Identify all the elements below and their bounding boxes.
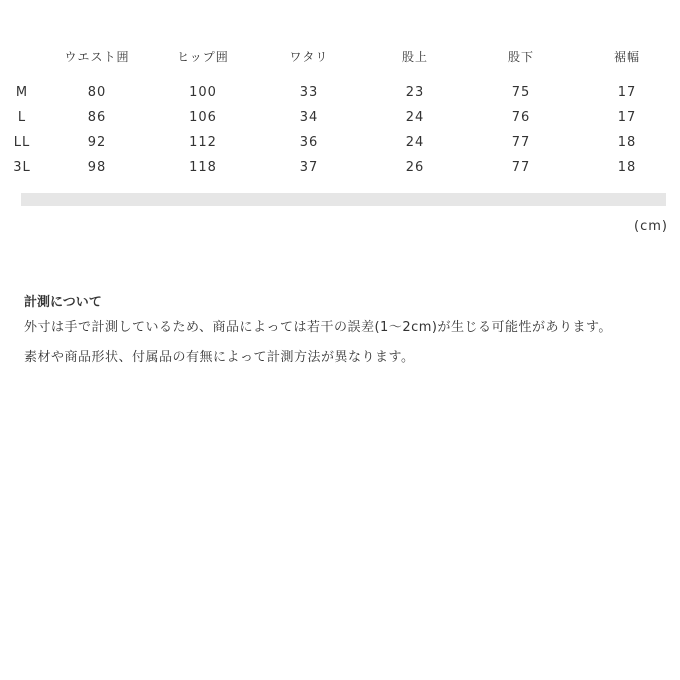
header-hem-width: 裾幅 xyxy=(613,49,640,64)
size-cell: L xyxy=(17,110,27,125)
notes-heading: 計測について xyxy=(24,295,102,310)
header-inseam: 股下 xyxy=(507,49,534,64)
size-cell: M xyxy=(15,85,29,100)
table-cell: 33 xyxy=(299,85,319,100)
size-cell: LL xyxy=(13,135,31,150)
table-row xyxy=(0,155,680,180)
header-thigh: ワタリ xyxy=(289,49,329,64)
table-cell: 100 xyxy=(189,85,217,100)
table-row xyxy=(0,130,680,155)
table-cell: 112 xyxy=(189,135,217,150)
measurement-notes xyxy=(24,293,672,378)
table-cell: 37 xyxy=(299,160,319,175)
notes-line-method: 素材や商品形状、付属品の有無によって計測方法が異なります。 xyxy=(24,350,415,365)
unit-label: (cm) xyxy=(634,219,668,234)
table-cell: 92 xyxy=(87,135,107,150)
header-waist: ウエスト囲 xyxy=(64,49,130,64)
table-cell: 18 xyxy=(617,135,637,150)
table-cell: 76 xyxy=(511,110,531,125)
header-hip: ヒップ囲 xyxy=(177,49,229,64)
table-cell: 34 xyxy=(299,110,319,125)
table-row xyxy=(0,105,680,130)
table-row xyxy=(0,70,680,105)
notes-line-tolerance: 外寸は手で計測しているため、商品によっては若干の誤差(1〜2cm)が生じる可能性があります。 xyxy=(24,320,612,335)
size-cell: 3L xyxy=(13,160,31,175)
table-cell: 86 xyxy=(87,110,107,125)
table-cell: 23 xyxy=(405,85,425,100)
table-cell: 24 xyxy=(405,110,425,125)
table-cell: 18 xyxy=(617,160,637,175)
header-rise: 股上 xyxy=(401,49,428,64)
table-cell: 106 xyxy=(189,110,217,125)
table-cell: 118 xyxy=(189,160,217,175)
table-cell: 75 xyxy=(511,85,531,100)
table-divider-bar xyxy=(21,193,666,206)
table-cell: 26 xyxy=(405,160,425,175)
size-chart-header-row xyxy=(0,42,680,70)
table-cell: 77 xyxy=(511,160,531,175)
table-cell: 80 xyxy=(87,85,107,100)
header-size-label xyxy=(0,42,44,70)
table-cell: 98 xyxy=(87,160,107,175)
table-cell: 24 xyxy=(405,135,425,150)
table-cell: 77 xyxy=(511,135,531,150)
table-cell: 17 xyxy=(617,85,637,100)
size-chart-table xyxy=(0,42,680,180)
table-cell: 17 xyxy=(617,110,637,125)
table-cell: 36 xyxy=(299,135,319,150)
